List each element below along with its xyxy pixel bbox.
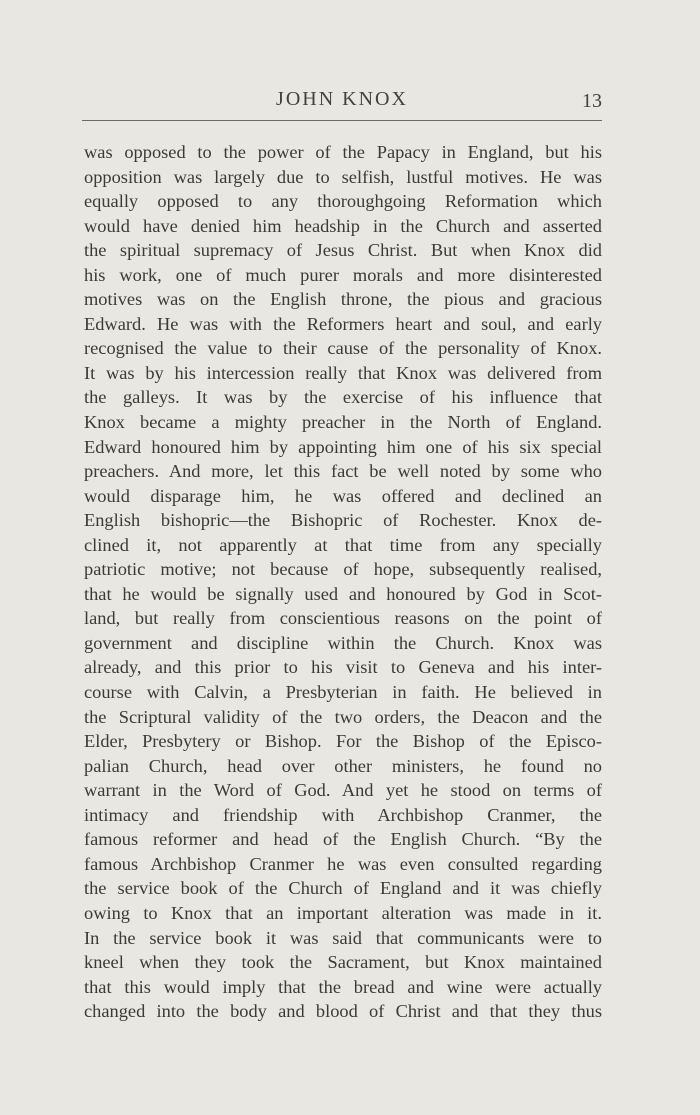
page-header — [82, 84, 602, 120]
body-text — [84, 140, 602, 1024]
text-line: the Scriptural validity of the two orders, the Deacon and the — [84, 706, 602, 727]
page-number: 13 — [582, 90, 602, 112]
text-line: that this would imply that the bread and wine were actually — [84, 976, 602, 997]
text-line: owing to Knox that an important alteration was made in it. — [84, 902, 602, 923]
text-line: recognised the value to their cause of the personality of Knox. — [84, 338, 602, 359]
text-line: his work, one of much purer morals and more disinterested — [84, 264, 602, 285]
text-line: the service book of the Church of England and it was chiefly — [84, 878, 602, 899]
text-line: would disparage him, he was offered and declined an — [84, 485, 602, 506]
text-line: Elder, Presbytery or Bishop. For the Bishop of the Episco- — [84, 731, 602, 752]
text-line: patriotic motive; not because of hope, subsequently realised, — [84, 559, 602, 580]
header-rule — [82, 120, 602, 121]
text-line: clined it, not apparently at that time from any specially — [84, 534, 602, 555]
text-line: changed into the body and blood of Christ and that they thus — [84, 1001, 602, 1022]
text-line: preachers. And more, let this fact be well noted by some who — [84, 461, 602, 482]
text-line: already, and this prior to his visit to Geneva and his inter- — [84, 657, 602, 678]
text-line: warrant in the Word of God. And yet he stood on terms of — [84, 780, 602, 801]
text-line: intimacy and friendship with Archbishop Cranmer, the — [84, 804, 602, 825]
text-line: English bishopric—the Bishopric of Rochester. Knox de- — [84, 510, 602, 531]
text-line: opposition was largely due to selfish, lustful motives. He was — [84, 166, 602, 187]
text-line: that he would be signally used and honoured by God in Scot- — [84, 583, 602, 604]
text-line: palian Church, head over other ministers, he found no — [84, 755, 602, 776]
text-line: government and discipline within the Church. Knox was — [84, 632, 602, 653]
text-line: the spiritual supremacy of Jesus Christ. But when Knox did — [84, 240, 602, 261]
text-line: Edward honoured him by appointing him one of his six special — [84, 436, 602, 457]
text-line: kneel when they took the Sacrament, but Knox maintained — [84, 952, 602, 973]
text-line: land, but really from conscientious reasons on the point of — [84, 608, 602, 629]
text-line: Knox became a mighty preacher in the North of England. — [84, 412, 602, 433]
text-line: It was by his intercession really that Knox was delivered from — [84, 362, 602, 383]
text-line: motives was on the English throne, the pious and gracious — [84, 289, 602, 310]
text-line: In the service book it was said that communicants were to — [84, 927, 602, 948]
text-line: was opposed to the power of the Papacy in England, but his — [84, 142, 602, 162]
text-line: would have denied him headship in the Church and asserted — [84, 215, 602, 236]
text-line: famous Archbishop Cranmer he was even consulted regarding — [84, 853, 602, 874]
text-line: famous reformer and head of the English Church. “By the — [84, 829, 602, 850]
text-line: equally opposed to any thoroughgoing Reformation which — [84, 191, 602, 212]
running-title: JOHN KNOX — [276, 88, 408, 110]
text-line: course with Calvin, a Presbyterian in faith. He believed in — [84, 682, 602, 703]
text-line: Edward. He was with the Reformers heart and soul, and early — [84, 313, 602, 334]
text-line: the galleys. It was by the exercise of his influence that — [84, 387, 602, 408]
